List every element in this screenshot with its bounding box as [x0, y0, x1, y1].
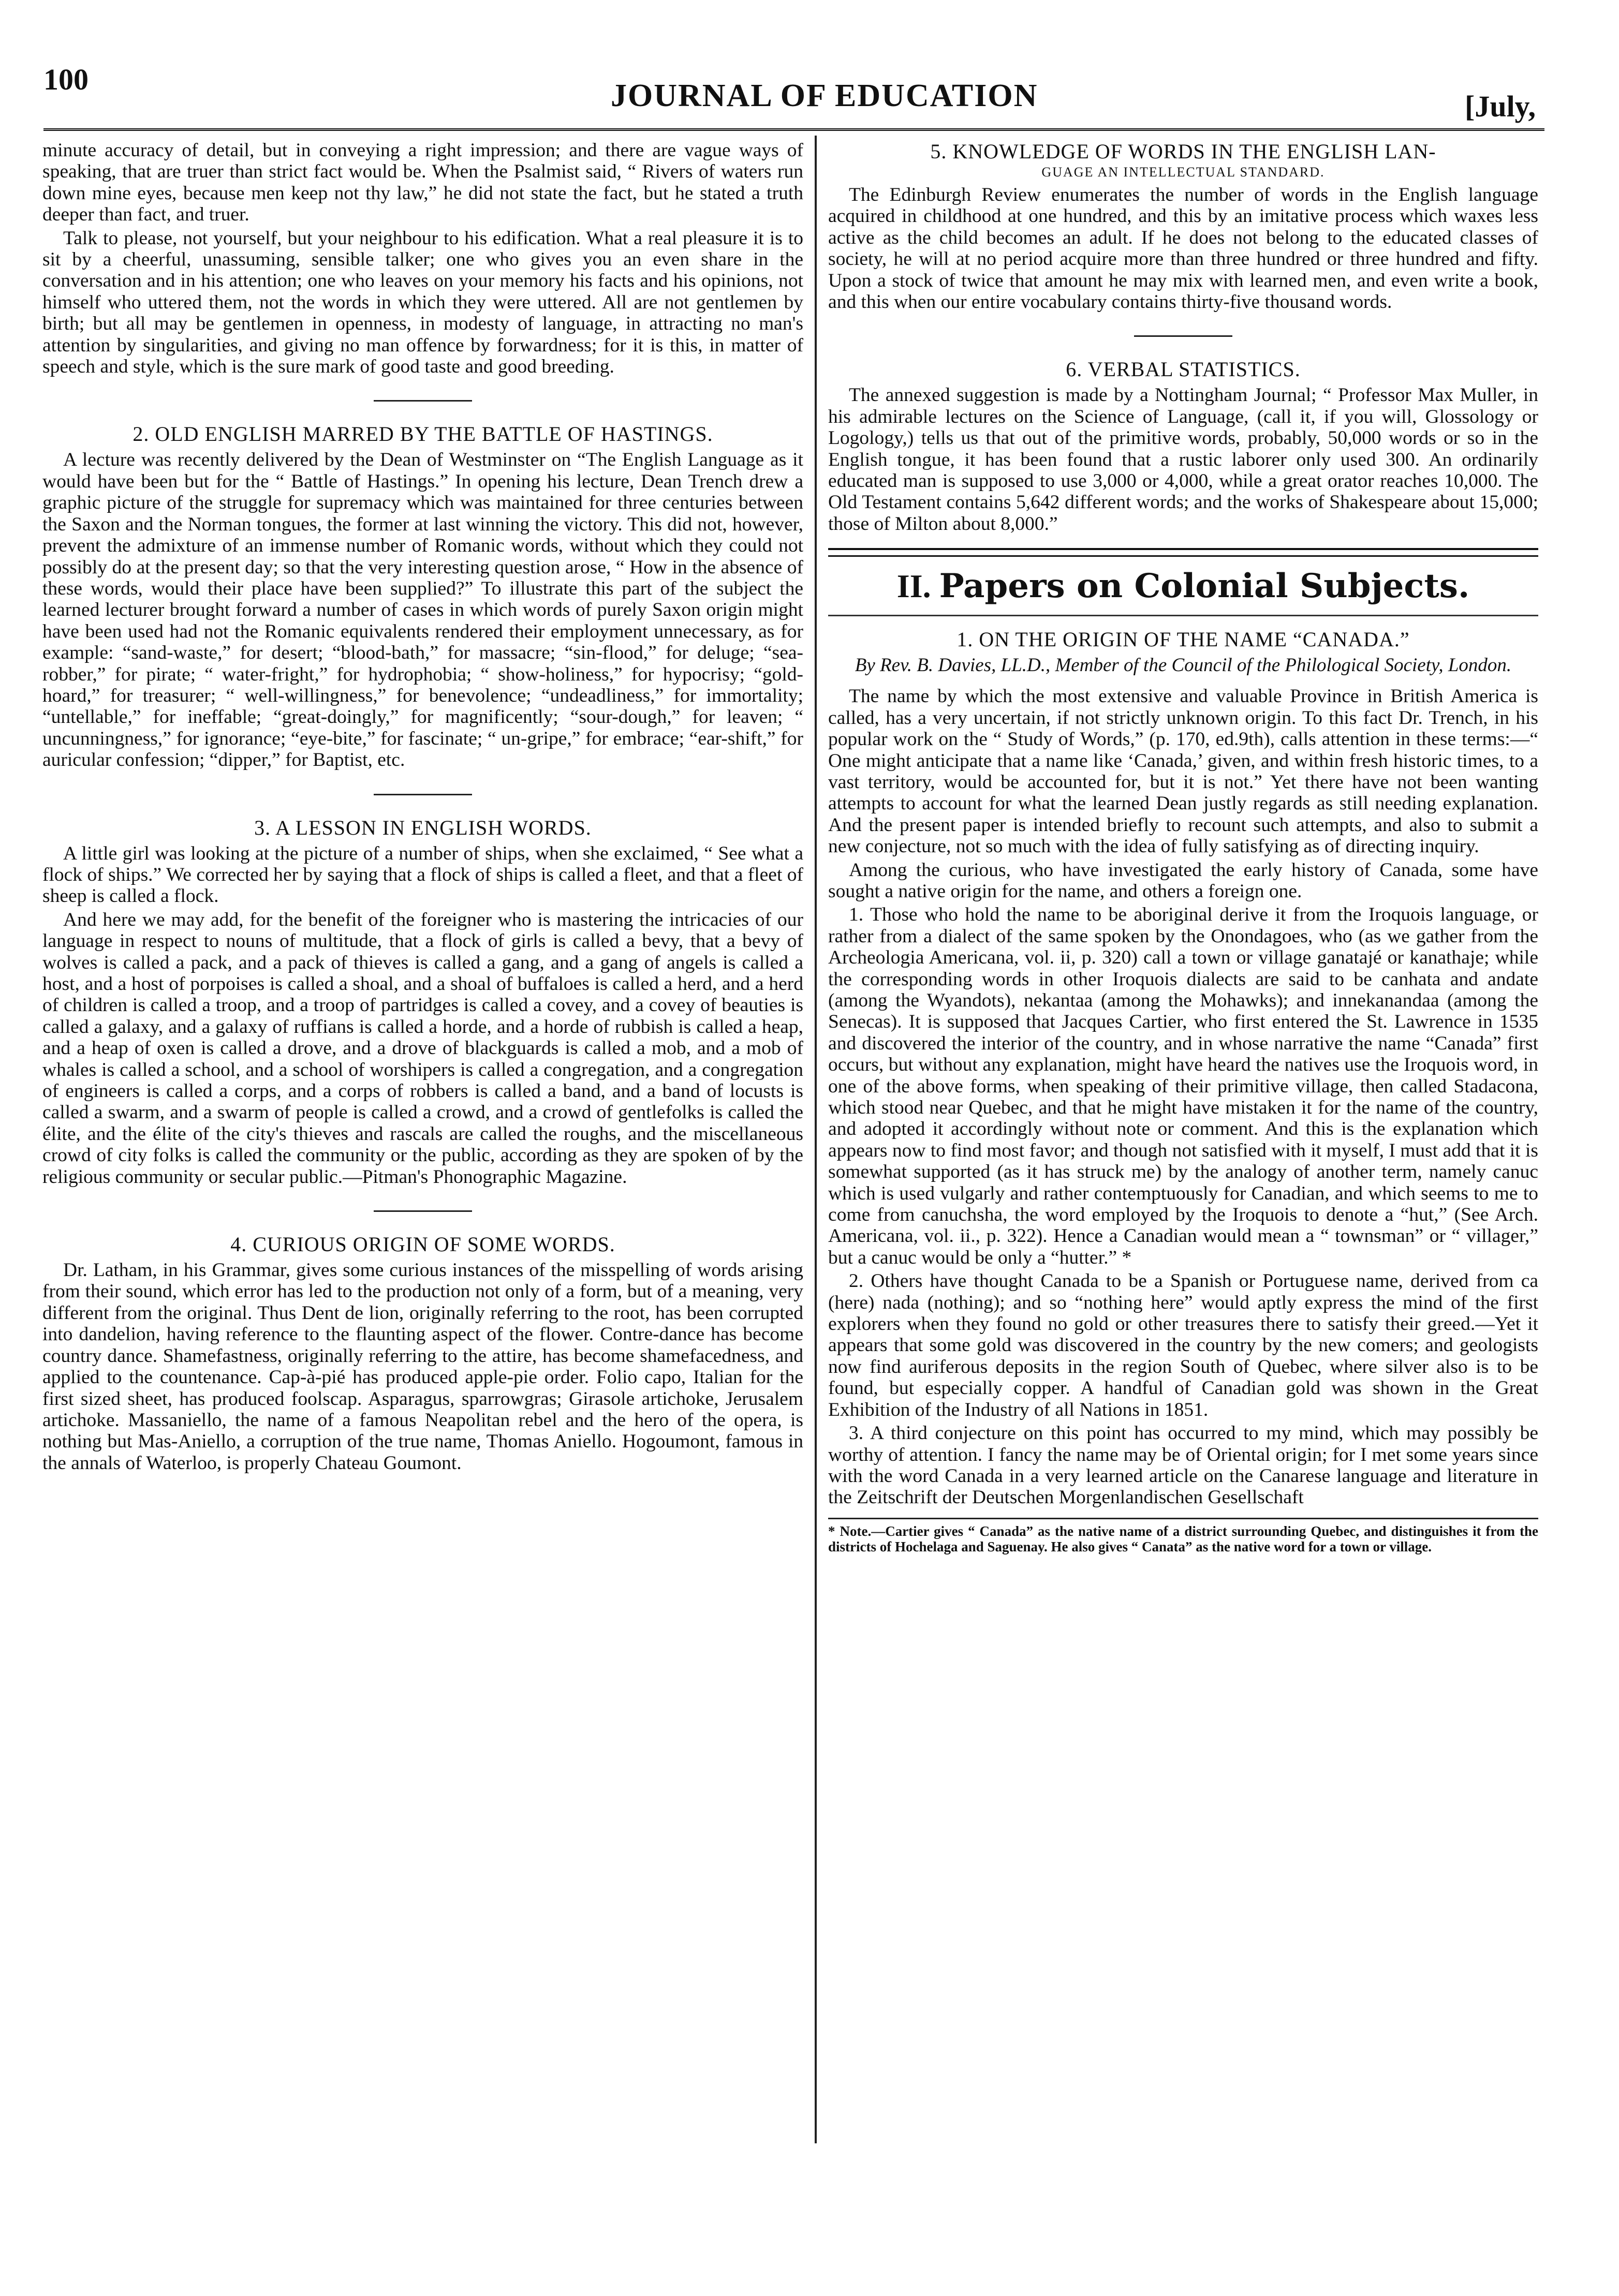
section-separator [374, 1210, 472, 1212]
verbal-statistics-paragraph: The annexed suggestion is made by a Nottingham Journal; “ Professor Max Muller, in his admirable lectures on the Science of Language, (call it, if you will, Glossology or Logology,) tells us that out of the primitive words, probably, 50,000 words or so in the English tongue, it has been found that a rustic laborer only used 300. An ordinarily educated man is supposed to use 3,000 or 4,000, while a great orator reaches 10,000. The Old Testament contains 5,642 different words; and the works of Shakespeare about 15,000; those of Milton about 8,000.” [828, 384, 1538, 535]
lesson-words-paragraph-1: A little girl was looking at the picture of a number of ships, when she exclaimed, “ See what a flock of ships.” We corrected her by saying that a flock of ships is called a fleet, and that a fleet of sheep is called a flock. [42, 842, 803, 907]
section-title-verbal-statistics: 6. VERBAL STATISTICS. [1066, 358, 1301, 381]
page-number: 100 [43, 63, 89, 96]
canada-paragraph-3: 1. Those who hold the name to be aboriginal derive it from the Iroquois language, or rather from a dialect of the same spoken by the Onondagoes, who (as we gather from the Archeologia Americana, vol. ii, p. 320) call a town or village ganatajé or kanathaje; while the corresponding words in other Iroquois dialects are said to be canhata and andate (among the Wyandots), nekantaa (among the Mohawks); and innekanandaa (among the Senecas). It is supposed that Jacques Cartier, who first entered the St. Lawrence in 1535 and discovered the interior of the country, and in whose narrative the name “Canada” first occurs, but without any explanation, might have heard the natives use the Iroquois word, in one of the above forms, when speaking of their primitive village, then called Stadacona, which stood near Quebec, and that he might have mistaken it for the name of the country, and adopted it accordingly without note or comment. And this is the explanation which appears now to find most favor; and though not satisfied with it myself, I must add that it is somewhat supported (as it has struck me) by the analogy of another term, namely canuc which is used vulgarly and rather contemptuously for Canadian, and which seems to me to come from canuchsha, the word employed by the Iroquois to denote a “hut,” (See Arch. Americana, vol. ii., p. 322). Hence a Canadian would mean a “ townsman” or “ villager,” but a canuc would be only a “hutter.” * [828, 904, 1538, 1268]
section-title-knowledge-words: 5. KNOWLEDGE OF WORDS IN THE ENGLISH LAN- [930, 140, 1436, 163]
part-underline [828, 615, 1538, 616]
intro-paragraph-1: minute accuracy of detail, but in conveying a right impression; and there are vague ways of speaking, that are truer than strict fact would be. When the Psalmist said, “ Rivers of waters run down mine eyes, because men keep not thy law,” he did not state the fact, but he stated a truth deeper than fact, and truer. [42, 140, 803, 226]
part-title: Papers on Colonial Subjects. [939, 567, 1470, 606]
section-title-old-english: 2. OLD ENGLISH MARRED BY THE BATTLE OF HASTINGS. [133, 422, 713, 446]
issue-month: [July, [1465, 90, 1536, 123]
curious-origin-paragraph: Dr. Latham, in his Grammar, gives some curious instances of the misspelling of words arising from their sound, which error has led to the production not only of a form, but of a meaning, very different from the original. Thus Dent de lion, originally referring to the root, has been corrupted into dandelion, having reference to the flaunting aspect of the flower. Contre-dance has become country dance. Shamefastness, originally referring to the attire, has become shamefacedness, and applied to the countenance. Cap-à-pié has produced apple-pie order. Folio capo, Italian for the first sized sheet, has produced foolscap. Asparagus, sparrowgras; Girasole artichoke, Jerusalem artichoke. Massaniello, the name of a famous Neapolitan rebel and the hero of the opera, is nothing but Mas-Aniello, a corruption of the true name, Thomas Aniello. Hogoumont, famous in the annals of Waterloo, is properly Chateau Goumont. [42, 1260, 803, 1474]
knowledge-words-paragraph: The Edinburgh Review enumerates the number of words in the English language acquired in childhood at one hundred, and this by an imitative process which waxes less active as the child becomes an adult. If he does not belong to the educated classes of society, he will at no period acquire more than three hundred or three hundred and fifty. Upon a stock of twice that amount he may mix with learned men, and even write a book, and this when our entire vocabulary contains thirty-five thousand words. [828, 184, 1538, 313]
section-title-canada: 1. ON THE ORIGIN OF THE NAME “CANADA.” [956, 628, 1410, 651]
part-numeral: II. [896, 568, 931, 605]
canada-paragraph-4: 2. Others have thought Canada to be a Spanish or Portuguese name, derived from ca (here) nada (nothing); and so “nothing here” would aptly express the mind of the first explorers when they found no gold or other treasures there to satisfy their greed.—Yet it appears that some gold was discovered in the country by the new comers; and geologists now find auriferous deposits in the region South of Quebec, where silver also is to be found, but especially copper. A handful of Canadian gold was shown in the Great Exhibition of the Industry of all Nations in 1851. [828, 1270, 1538, 1420]
section-title-curious-origin: 4. CURIOUS ORIGIN OF SOME WORDS. [230, 1233, 615, 1256]
column-divider [815, 136, 817, 2143]
part-divider [828, 548, 1538, 557]
canada-paragraph-2: Among the curious, who have investigated the early history of Canada, some have sought a native origin for the name, and others a foreign one. [828, 859, 1538, 902]
section-separator [374, 794, 472, 795]
right-column [828, 140, 1538, 1554]
journal-title: JOURNAL OF EDUCATION [611, 78, 1038, 113]
footnote: * Note.—Cartier gives “ Canada” as the native name of a district surrounding Quebec, and distinguishes it from the districts of Hochelaga and Saguenay. He also gives “ Canata” as the native word for a town or village. [828, 1523, 1538, 1554]
lesson-words-paragraph-2: And here we may add, for the benefit of the foreigner who is mastering the intricacies of our language in respect to nouns of multitude, that a flock of girls is called a bevy, that a bevy of wolves is called a pack, and a pack of thieves is called a gang, and a gang of angels is called a host, and a host of porpoises is called a shoal, and a shoal of buffaloes is called a herd, and a herd of children is called a troop, and a troop of partridges is called a covey, and a covey of beauties is called a galaxy, and a galaxy of ruffians is called a horde, and a horde of rubbish is called a heap, and a heap of oxen is called a drove, and a drove of blackguards is called a mob, and a mob of whales is called a school, and a school of worshipers is called a congregation, and a congregation of engineers is called a corps, and a corps of robbers is called a band, and a band of locusts is called a swarm, and a swarm of people is called a crowd, and a crowd of gentlefolks is called the élite, and the élite of the city's thieves and rascals are called the roughs, and the miscellaneous crowd of city folks is called the community or the public, according as they are spoken of by the religious community or secular public.—Pitman's Phonographic Magazine. [42, 909, 803, 1188]
left-column [42, 140, 803, 1476]
section-separator [374, 400, 472, 402]
section-separator [1134, 335, 1232, 337]
footnote-rule [828, 1518, 1538, 1519]
canada-paragraph-5: 3. A third conjecture on this point has occurred to my mind, which may possibly be worthy of attention. I fancy the name may be of Oriental origin; for I met some years since with the word Canada in a very learned article on the Canarese language and literature in the Zeitschrift der Deutschen Morgenlandischen Gesellschaft [828, 1423, 1538, 1508]
intro-paragraph-2: Talk to please, not yourself, but your neighbour to his edification. What a real pleasure it is to sit by a cheerful, unassuming, sensible talker; one who gives you an even share in the conversation and in his attention; one who leaves on your memory his facts and his opinions, not himself who uttered them, not the words in which they were uttered. All are not gentlemen by birth; but all may be gentlemen in openness, in modesty of language, in attracting no man's attention by singularities, and giving no man offence by forwardness; for it is this, in matter of speech and style, which is the sure mark of good taste and good breeding. [42, 227, 803, 378]
canada-paragraph-1: The name by which the most extensive and valuable Province in British America is called, has a very uncertain, if not strictly unknown origin. To this fact Dr. Trench, in his popular work on the “ Study of Words,” (p. 170, ed.9th), calls attention in these terms:—“ One might anticipate that a name like ‘Canada,’ given, and within fresh historic times, to a vast territory, would be accounted for, but it is not.” Yet there have not been wanting attempts to account for what the learned Dean justly regards as still needing explanation. And the present paper is intended briefly to recount such attempts, and also to submit a new conjecture, not so much with the idea of fully satisfying as of directing inquiry. [828, 686, 1538, 857]
section-subtitle-knowledge-words: GUAGE AN INTELLECTUAL STANDARD. [1041, 165, 1325, 180]
old-english-paragraph: A lecture was recently delivered by the Dean of Westminster on “The English Language as it would have been but for the “ Battle of Hastings.” In opening his lecture, Dean Trench drew a graphic picture of the struggle for supremacy which was maintained for three centuries between the Saxon and the Norman tongues, the former at last winning the victory. This did not, however, prevent the admixture of an immense number of Romanic words, without which they could not possibly do at the present day; so that the very interesting question arose, “ How in the absence of these words, would their place have been supplied?” To illustrate this part of the subject the learned lecturer brought forward a number of cases in which words of purely Saxon origin might have been used had not the Romanic equivalents rendered their employment unnecessary, as for example: “sand-waste,” for desert; “blood-bath,” for massacre; “sin-flood,” for deluge; “sea-robber,” for pirate; “ water-fright,” for hydrophobia; “ show-holiness,” for hypocrisy; “gold-hoard,” for treasurer; “ well-willingness,” for benevolence; “undeadliness,” for immortality; “untellable,” for ineffable; “great-doingly,” for magnificently; “sour-dough,” for leaven; “ uncunningness,” for ignorance; “eye-bite,” for fascinate; “ un-gripe,” for embrace; “ear-shift,” for auricular confession; “dipper,” for Baptist, etc. [42, 449, 803, 771]
canada-byline: By Rev. B. Davies, LL.D., Member of the Council of the Philological Society, London. [855, 655, 1512, 676]
part-heading [828, 567, 1538, 605]
header-rule [43, 128, 1544, 131]
section-title-lesson-words: 3. A LESSON IN ENGLISH WORDS. [254, 816, 592, 839]
